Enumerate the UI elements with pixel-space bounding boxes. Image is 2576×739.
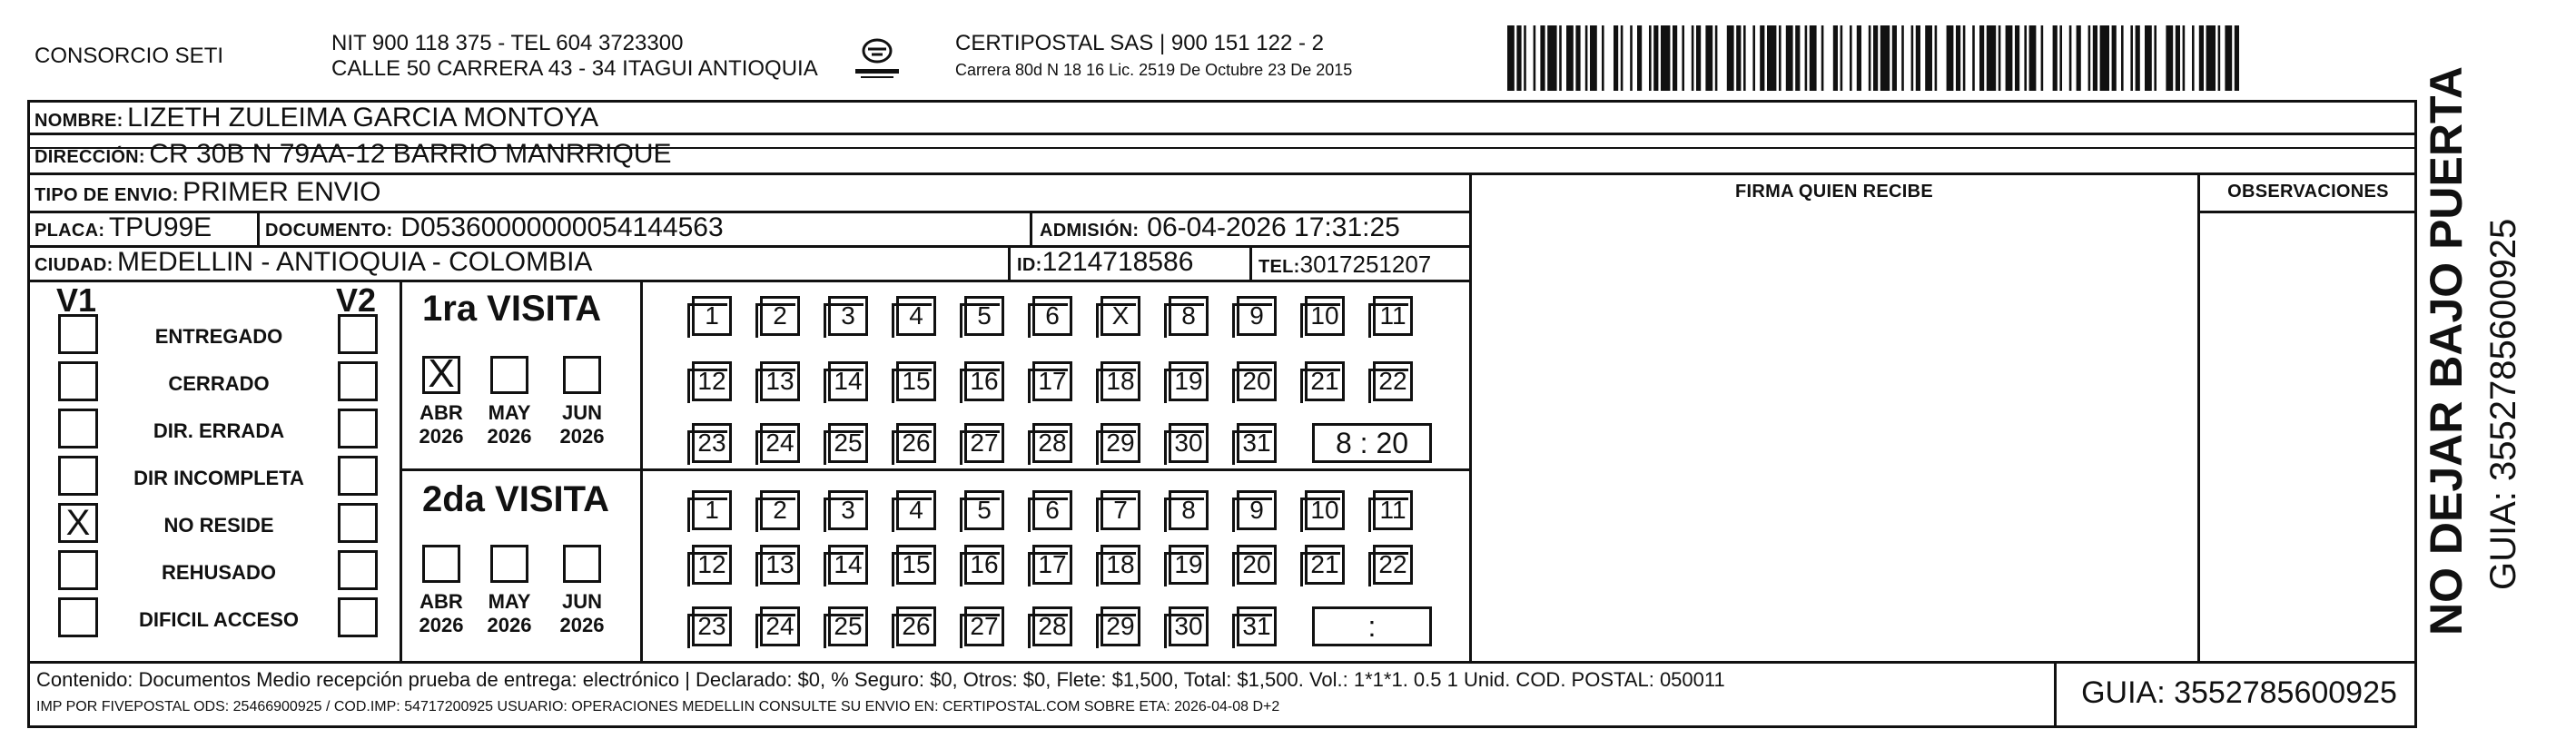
day-box[interactable]: 7 — [1100, 490, 1140, 530]
tel-value: 3017251207 — [1299, 251, 1432, 278]
company-name: CONSORCIO SETI — [35, 44, 224, 68]
placa-field: PLACA: TPU99E — [35, 212, 212, 242]
imp-text: IMP POR FIVEPOSTAL ODS: 25466900925 / COD.IMP: 54717200925 USUARIO: OPERACIONES MEDELLIN CONSULTE SU ENVIO EN: CERTIPOSTAL.COM SOBRE ETA: 2026-04-08 D+2 — [36, 699, 1280, 714]
direccion-row: DIRECCIÓN: CR 30B N 79AA-12 BARRIO MANRRIQUE — [35, 139, 672, 169]
day-box[interactable]: 28 — [1032, 606, 1072, 646]
month-label: MAY 2026 — [487, 401, 532, 448]
day-box[interactable]: 20 — [1237, 361, 1277, 401]
tipo-envio-row: TIPO DE ENVIO: PRIMER ENVIO — [35, 177, 381, 207]
v2-checkbox[interactable] — [338, 550, 378, 590]
day-box[interactable]: 14 — [828, 361, 868, 401]
v1-label: V1 — [56, 281, 97, 319]
v2-checkbox[interactable] — [338, 361, 378, 401]
day-box[interactable]: 2 — [760, 296, 800, 336]
day-box[interactable]: 21 — [1305, 545, 1345, 585]
status-option-label: CERRADO — [168, 372, 270, 395]
status-option-label: NO RESIDE — [163, 514, 274, 537]
v1-checkbox[interactable] — [58, 456, 98, 496]
day-box[interactable]: 8 — [1169, 490, 1209, 530]
month-label: MAY 2026 — [487, 590, 532, 636]
day-box[interactable]: 26 — [896, 606, 936, 646]
day-box[interactable]: 10 — [1305, 490, 1345, 530]
day-box[interactable]: 6 — [1032, 296, 1072, 336]
day-box[interactable]: 25 — [828, 606, 868, 646]
day-box[interactable]: 22 — [1373, 361, 1413, 401]
side-warning: NO DEJAR BAJO PUERTA — [2421, 66, 2472, 636]
v1-checkbox[interactable] — [58, 550, 98, 590]
time-box[interactable]: : — [1312, 606, 1432, 646]
day-box[interactable]: 30 — [1169, 606, 1209, 646]
nombre-row: NOMBRE: LIZETH ZULEIMA GARCIA MONTOYA — [35, 103, 599, 133]
month-checkbox[interactable] — [422, 545, 460, 583]
day-box[interactable]: 18 — [1100, 361, 1140, 401]
direccion-value: CR 30B N 79AA-12 BARRIO MANRRIQUE — [149, 139, 672, 169]
day-box[interactable]: 8 — [1169, 296, 1209, 336]
id-field: ID:1214718586 — [1017, 247, 1194, 277]
visit2-title: 2da VISITA — [422, 479, 609, 519]
visit1-title: 1ra VISITA — [422, 289, 602, 329]
day-box[interactable]: 3 — [828, 490, 868, 530]
day-box[interactable]: 16 — [964, 545, 1004, 585]
day-box[interactable]: 23 — [692, 606, 732, 646]
day-box[interactable]: 10 — [1305, 296, 1345, 336]
day-box[interactable]: 6 — [1032, 490, 1072, 530]
admision-value: 06-04-2026 17:31:25 — [1147, 212, 1400, 242]
month-label: ABR 2026 — [419, 401, 464, 448]
day-box[interactable]: 20 — [1237, 545, 1277, 585]
documento-field: DOCUMENTO: D05360000000054144563 — [265, 212, 724, 242]
day-box[interactable]: 24 — [760, 606, 800, 646]
day-box[interactable]: 11 — [1373, 296, 1413, 336]
day-box[interactable]: 17 — [1032, 545, 1072, 585]
day-box[interactable]: 14 — [828, 545, 868, 585]
v1-checkbox[interactable]: X — [58, 503, 98, 543]
status-option-label: DIR INCOMPLETA — [133, 467, 304, 489]
v1-checkbox[interactable] — [58, 597, 98, 637]
day-box[interactable]: 4 — [896, 490, 936, 530]
day-box[interactable]: 11 — [1373, 490, 1413, 530]
v2-label: V2 — [336, 281, 377, 319]
day-box[interactable]: 27 — [964, 606, 1004, 646]
certipostal-license: Carrera 80d N 18 16 Lic. 2519 De Octubre 23 De 2015 — [955, 61, 1353, 79]
day-box[interactable]: 16 — [964, 361, 1004, 401]
certipostal-logo — [852, 36, 903, 82]
day-box[interactable]: 31 — [1237, 606, 1277, 646]
day-box[interactable]: 5 — [964, 490, 1004, 530]
month-label: JUN 2026 — [559, 401, 605, 448]
v2-checkbox[interactable] — [338, 503, 378, 543]
day-box[interactable]: 29 — [1100, 423, 1140, 463]
day-box[interactable]: 2 — [760, 490, 800, 530]
month-checkbox[interactable]: X — [422, 356, 460, 394]
month-checkbox[interactable] — [563, 545, 601, 583]
day-box[interactable]: 12 — [692, 545, 732, 585]
day-box[interactable]: 1 — [692, 296, 732, 336]
day-box[interactable]: 22 — [1373, 545, 1413, 585]
month-label: ABR 2026 — [419, 590, 464, 636]
day-box[interactable]: 25 — [828, 423, 868, 463]
observaciones-header: OBSERVACIONES — [2227, 182, 2389, 202]
company-address: CALLE 50 CARRERA 43 - 34 ITAGUI ANTIOQUIA — [331, 56, 818, 81]
day-box[interactable]: 15 — [896, 361, 936, 401]
month-label: JUN 2026 — [559, 590, 605, 636]
month-checkbox[interactable] — [490, 356, 528, 394]
day-box[interactable]: 30 — [1169, 423, 1209, 463]
day-box[interactable]: 23 — [692, 423, 732, 463]
documento-value: D05360000000054144563 — [400, 212, 724, 242]
month-checkbox[interactable] — [563, 356, 601, 394]
day-box[interactable]: 26 — [896, 423, 936, 463]
tel-field: TEL:3017251207 — [1258, 251, 1432, 278]
day-box[interactable]: 3 — [828, 296, 868, 336]
v2-checkbox[interactable] — [338, 314, 378, 354]
day-box[interactable]: 1 — [692, 490, 732, 530]
admision-field: ADMISIÓN: 06-04-2026 17:31:25 — [1040, 212, 1400, 242]
time-box[interactable]: 8 : 20 — [1312, 423, 1432, 463]
day-box[interactable]: 13 — [760, 545, 800, 585]
firma-header: FIRMA QUIEN RECIBE — [1735, 182, 1933, 202]
day-box[interactable]: X — [1100, 296, 1140, 336]
day-box[interactable]: 12 — [692, 361, 732, 401]
day-box[interactable]: 15 — [896, 545, 936, 585]
status-option-label: REHUSADO — [162, 561, 276, 584]
v1-checkbox[interactable] — [58, 314, 98, 354]
placa-value: TPU99E — [108, 212, 212, 242]
day-box[interactable]: 29 — [1100, 606, 1140, 646]
id-value: 1214718586 — [1041, 247, 1194, 277]
day-box[interactable]: 21 — [1305, 361, 1345, 401]
ciudad-value: MEDELLIN - ANTIOQUIA - COLOMBIA — [117, 247, 593, 277]
ciudad-row: CIUDAD: MEDELLIN - ANTIOQUIA - COLOMBIA — [35, 247, 593, 277]
day-box[interactable]: 4 — [896, 296, 936, 336]
tipo-envio-value: PRIMER ENVIO — [183, 177, 381, 207]
day-box[interactable]: 9 — [1237, 490, 1277, 530]
contenido-text: Contenido: Documentos Medio recepción prueba de entrega: electrónico | Declarado: $0, % Seguro: $0, Otros: $0, Flete: $1,500, Total: $1,500. Vol.: 1*1*1. 0.5 1 Unid. COD. POSTAL: 050011 — [36, 668, 1725, 691]
side-guia: GUIA: 3552785600925 — [2483, 218, 2523, 590]
footer-guia: GUIA: 3552785600925 — [2081, 675, 2397, 710]
v1-checkbox[interactable] — [58, 361, 98, 401]
day-box[interactable]: 17 — [1032, 361, 1072, 401]
day-box[interactable]: 18 — [1100, 545, 1140, 585]
day-box[interactable]: 27 — [964, 423, 1004, 463]
day-box[interactable]: 24 — [760, 423, 800, 463]
day-box[interactable]: 13 — [760, 361, 800, 401]
status-option-label: ENTREGADO — [154, 325, 283, 348]
day-box[interactable]: 19 — [1169, 545, 1209, 585]
day-box[interactable]: 19 — [1169, 361, 1209, 401]
day-box[interactable]: 31 — [1237, 423, 1277, 463]
day-box[interactable]: 28 — [1032, 423, 1072, 463]
status-option-label: DIR. ERRADA — [153, 419, 285, 442]
day-box[interactable]: 5 — [964, 296, 1004, 336]
certipostal-info: CERTIPOSTAL SAS | 900 151 122 - 2 — [955, 31, 1324, 55]
v2-checkbox[interactable] — [338, 456, 378, 496]
nombre-value: LIZETH ZULEIMA GARCIA MONTOYA — [127, 103, 599, 133]
status-option-label: DIFICIL ACCESO — [138, 608, 299, 631]
month-checkbox[interactable] — [490, 545, 528, 583]
nit-tel: NIT 900 118 375 - TEL 604 3723300 — [331, 31, 684, 55]
v2-checkbox[interactable] — [338, 409, 378, 448]
v1-checkbox[interactable] — [58, 409, 98, 448]
barcode — [1507, 25, 2241, 91]
day-box[interactable]: 9 — [1237, 296, 1277, 336]
v2-checkbox[interactable] — [338, 597, 378, 637]
